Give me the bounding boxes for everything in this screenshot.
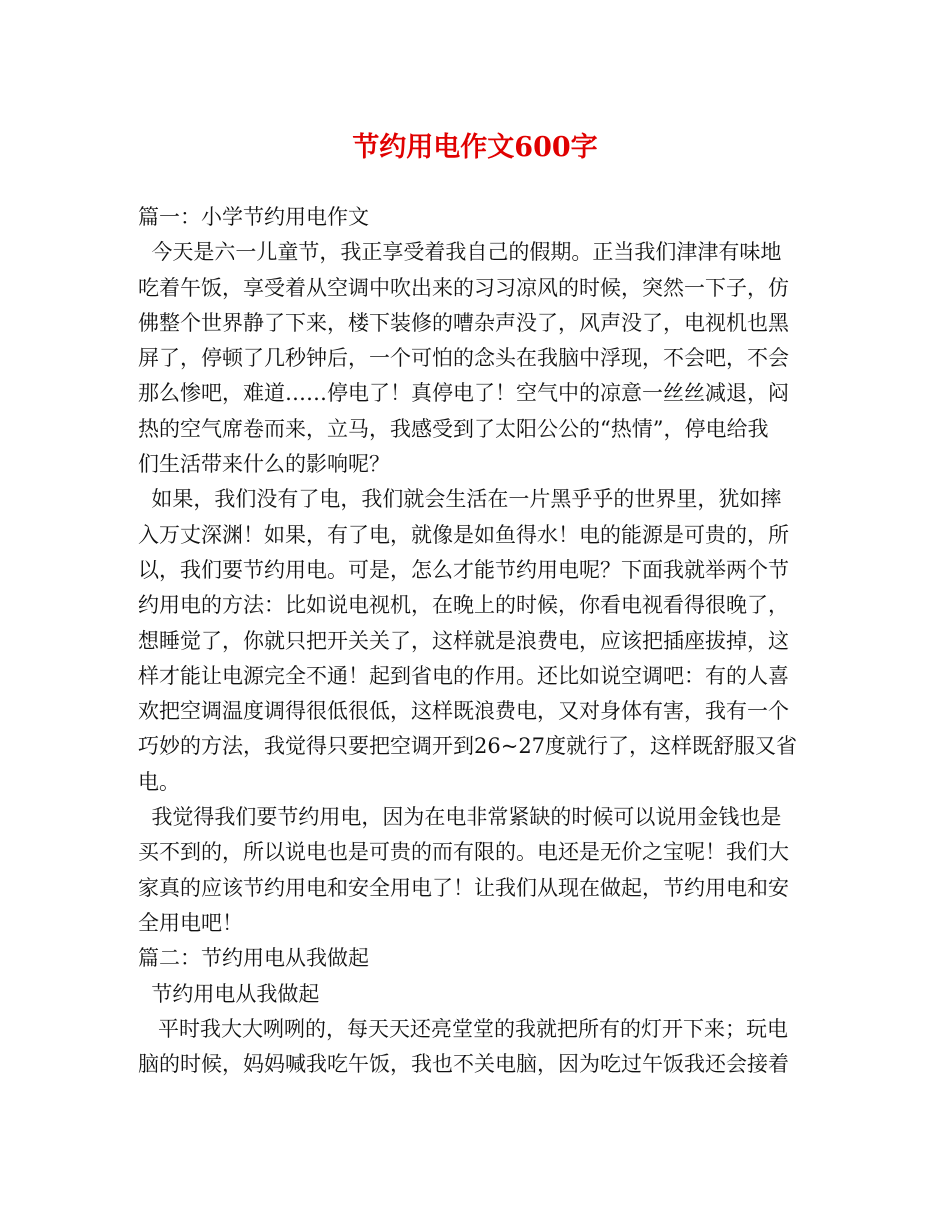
text-line: 买不到的，所以说电也是可贵的而有限的。电还是无价之宝呢！我们大 [138, 840, 789, 865]
document-title: 节约用电作文600字 [352, 132, 598, 163]
text-line: 以，我们要节约用电。可是，怎么才能节约用电呢？下面我就举两个节 [138, 557, 789, 582]
text-line: 们生活带来什么的影响呢？ [138, 452, 390, 477]
text-line: 如果，我们没有了电，我们就会生活在一片黑乎乎的世界里，犹如摔 [138, 487, 782, 512]
text-line: 欢把空调温度调得很低很低，这样既浪费电，又对身体有害，我有一个 [138, 699, 789, 724]
document-body [138, 200, 818, 1082]
text-line: 样才能让电源完全不通！起到省电的作用。还比如说空调吧：有的人喜 [138, 663, 789, 688]
text-line: 我觉得我们要节约用电，因为在电非常紧缺的时候可以说用金钱也是 [138, 805, 782, 830]
text-line: 佛整个世界静了下来，楼下装修的嘈杂声没了，风声没了，电视机也黑 [138, 310, 789, 335]
text-line: 篇一：小学节约用电作文 [138, 205, 369, 229]
text-line: 平时我大大咧咧的，每天天还亮堂堂的我就把所有的灯开下来；玩电 [138, 1016, 789, 1041]
text-line: 篇二：节约用电从我做起 [138, 946, 369, 971]
text-line: 吃着午饭，享受着从空调中吹出来的习习凉风的时候，突然一下子，仿 [138, 275, 789, 300]
text-line: 约用电的方法：比如说电视机，在晚上的时候，你看电视看得很晚了， [138, 593, 789, 618]
text-line: 家真的应该节约用电和安全用电了！让我们从现在做起，节约用电和安 [138, 875, 789, 900]
text-line: 巧妙的方法，我觉得只要把空调开到26~27度就行了，这样既舒服又省 [138, 734, 798, 759]
text-line: 电。 [138, 769, 180, 794]
text-line: 全用电吧！ [138, 910, 243, 935]
text-line: 入万丈深渊！如果，有了电，就像是如鱼得水！电的能源是可贵的，所 [138, 522, 789, 547]
text-line: 那么惨吧，难道……停电了！真停电了！空气中的凉意一丝丝减退，闷 [138, 381, 789, 406]
text-line: 今天是六一儿童节，我正享受着我自己的假期。正当我们津津有味地 [138, 240, 782, 265]
text-line: 屏了，停顿了几秒钟后，一个可怕的念头在我脑中浮现，不会吧，不会 [138, 346, 789, 371]
text-line: 脑的时候，妈妈喊我吃午饭，我也不关电脑，因为吃过午饭我还会接着 [138, 1052, 789, 1077]
text-line: 想睡觉了，你就只把开关关了，这样就是浪费电，应该把插座拔掉，这 [138, 628, 789, 653]
text-line: 热的空气席卷而来，立马，我感受到了太阳公公的“热情”，停电给我 [138, 416, 769, 441]
text-line: 节约用电从我做起 [138, 981, 320, 1006]
